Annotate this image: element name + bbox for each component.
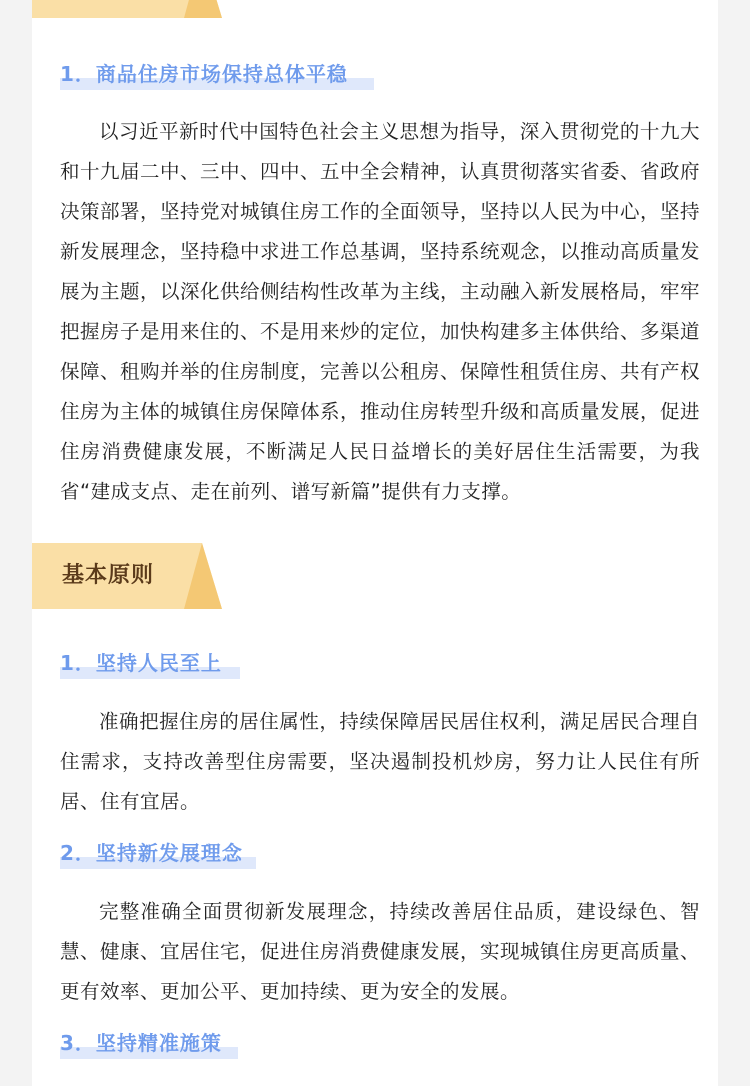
section-banner-principles: [32, 543, 222, 609]
heading-text: 1．坚持人民至上: [60, 651, 222, 675]
paragraph-people-first: 准确把握住房的居住属性，持续保障居民居住权利，满足居民合理自住需求，支持改善型住房需要，坚决遏制投机炒房，努力让人民住有所居、住有宜居。: [60, 710, 700, 813]
section-heading-market: [60, 58, 348, 94]
section-heading-new-development: [60, 837, 243, 873]
section-heading-precise-policy: [60, 1027, 222, 1063]
heading-text: 3．坚持精准施策: [60, 1031, 222, 1055]
paragraph-market: 以习近平新时代中国特色社会主义思想为指导，深入贯彻党的十九大和十九届二中、三中、四中、五中全会精神，认真贯彻落实省委、省政府决策部署，坚持党对城镇住房工作的全面领导，坚持以人民为中心，坚持新发展理念，坚持稳中求进工作总基调，坚持系统观念，以推动高质量发展为主题，以深化供给侧结构性改革为主线，主动融入新发展格局，牢牢把握房子是用来住的、不是用来炒的定位，加快构建多主体供给、多渠道保障、租购并举的住房制度，完善以公租房、保障性租赁住房、共有产权住房为主体的城镇住房保障体系，推动住房转型升级和高质量发展，促进住房消费健康发展，不断满足人民日益增长的美好居住生活需要，为我省“建成支点、走在前列、谱写新篇”提供有力支撑。: [60, 120, 701, 503]
heading-text: 2．坚持新发展理念: [60, 841, 243, 865]
previous-section-banner: [32, 0, 222, 18]
section-heading-people-first: [60, 647, 222, 683]
paragraph-new-development: 完整准确全面贯彻新发展理念，持续改善居住品质，建设绿色、智慧、健康、宜居住宅，促进住房消费健康发展，实现城镇住房更高质量、更有效率、更加公平、更加持续、更为安全的发展。: [60, 900, 701, 1003]
banner-title: 基本原则: [62, 563, 155, 588]
heading-text: 1．商品住房市场保持总体平稳: [60, 62, 348, 86]
